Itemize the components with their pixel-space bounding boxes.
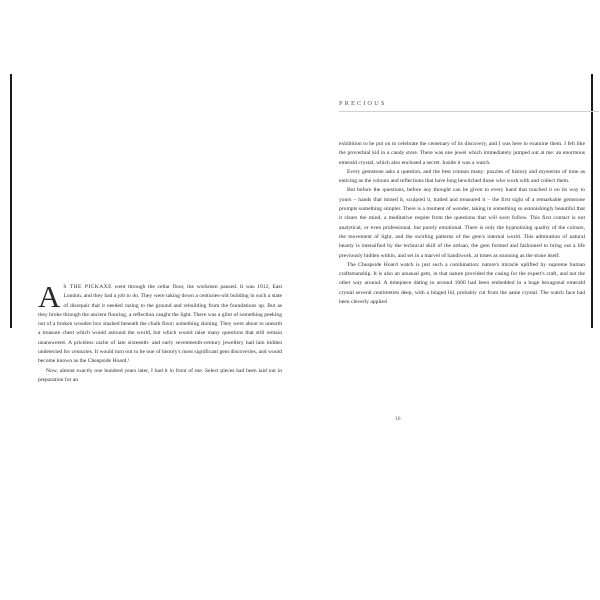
drop-cap: A bbox=[38, 279, 61, 314]
right-paragraph-1: exhibition to be put on to celebrate the centenary of its discovery, and I was here to examine them. I felt like the proverbial kid in a candy store. There was one jewel which immediately jumped out at me: an enormous emerald crystal, which also enclosed a secret. Inside it was a watch. bbox=[339, 141, 585, 166]
left-paragraph-1-body: went through the cellar floor, the workmen paused. It was 1912, East London, and they had a job to do. They were taking down a centuries-old building in such a state of disrepair that it needed razing to the ground and rebuilding from the foundations up. But as they broke through the ancient flooring, a reflection caught the light. There was a glint of something peeking out of a broken wooden box stashed beneath the chalk floor; something shining. They were about to unearth a treasure chest which would astound the world, but which would raise many questions that still remain unanswered. A priceless cache of late sixteenth- and early seventeenth-century jewellery had lain hidden undetected for centuries. It would turn out to be one of history's most significant gem discoveries, and would become known as the Cheapside Hoard.¹ bbox=[38, 284, 282, 365]
right-paragraph-3: But before the questions, before any thought can be given to every hand that touched it on its way to yours – hands that mined it, sculpted it, traded and treasured it – the first sight of a remarkable gemstone prompts something simpler. There is a moment of wonder, taking in something so astonishingly beautiful that it clears the mind, a meditative respite from the questions that will soon follow. This first contact is not analytical, or even professional, but purely emotional. There is only the hypnotizing quality of the colours, the movement of light, and the swirling patterns of the gem's internal world. This admiration of natural beauty is intensified by the technical skill of the artisan, the gem formed and fashioned to bring out a life previously hidden within, and set in a marvel of handiwork, at times as stunning as the stone itself. bbox=[339, 187, 585, 259]
opening-smallcaps: S THE PICKAXE bbox=[63, 284, 112, 290]
left-paragraph-1 bbox=[38, 279, 282, 367]
running-header bbox=[339, 100, 599, 112]
right-paragraph-2: Every gemstone asks a question, and the best contain many: puzzles of history and mysteries of time as enticing as the colours and reflections that have long bewitched those who work with and collect them. bbox=[339, 168, 585, 185]
running-title: PRECIOUS bbox=[339, 100, 387, 107]
page-number: 16 bbox=[395, 416, 401, 422]
left-page-text bbox=[38, 279, 282, 385]
header-rule bbox=[339, 111, 599, 112]
left-paragraph-2: Now, almost exactly one hundred years later, I had it in front of me. Select pieces had been laid out in preparation for an bbox=[38, 367, 282, 383]
right-page-text bbox=[339, 140, 585, 307]
right-paragraph-4: The Cheapside Hoard watch is just such a combination: nature's miracle uplifted by supreme human craftsmanship. It is also an unusual gem, in that nature provided the casing for the expert's craft, and not the other way around. A timepiece dating to around 1600 had been embedded in a huge hexagonal emerald crystal several centimetres deep, with a hinged lid, probably cut from the same crystal. The watch face had been cleverly applied bbox=[339, 261, 585, 306]
